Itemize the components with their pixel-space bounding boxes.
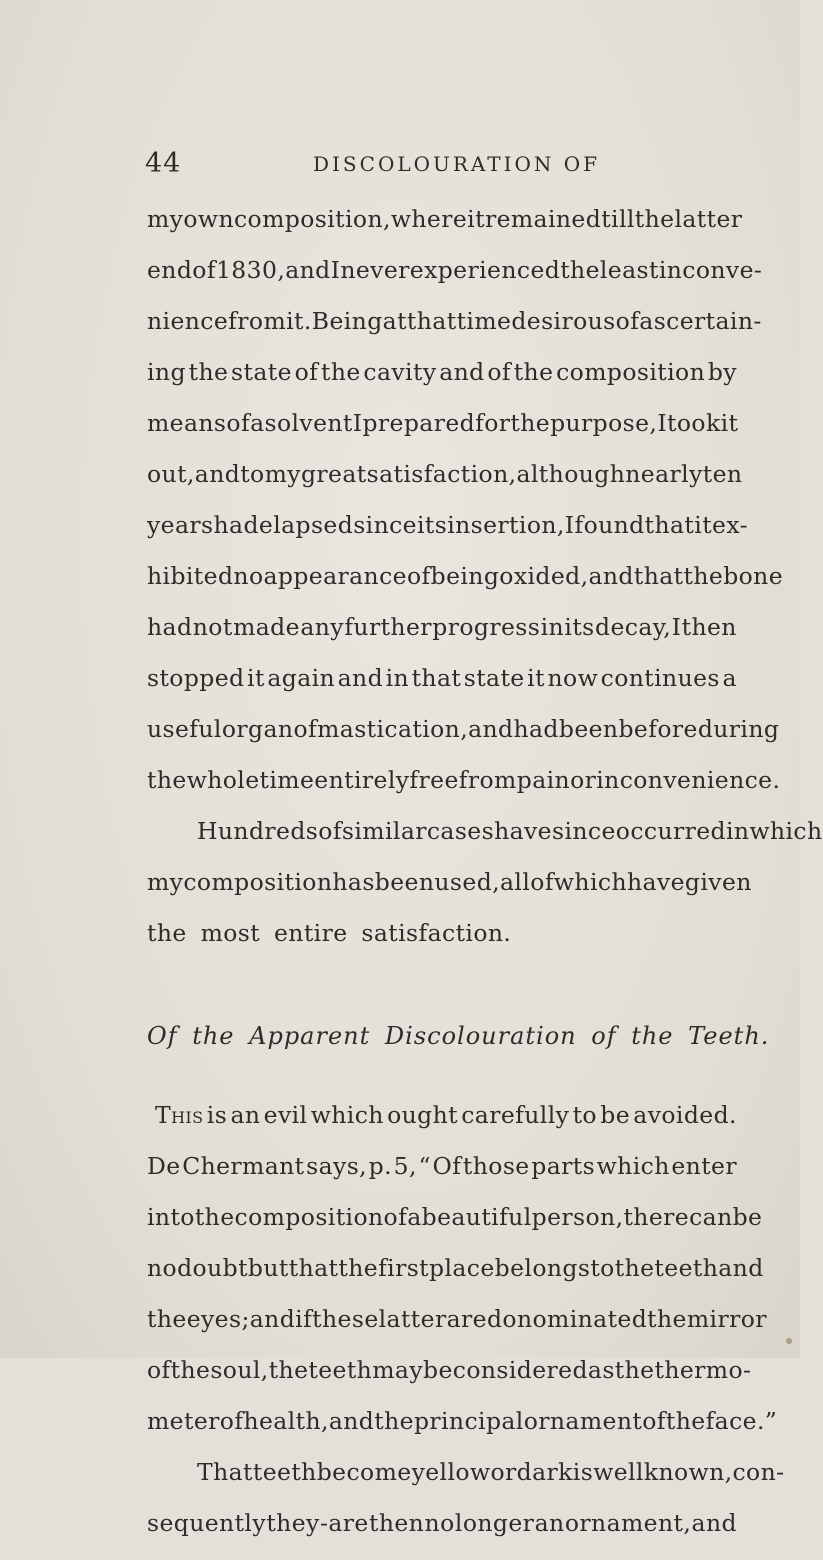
word: no bbox=[233, 562, 264, 590]
word: belongs bbox=[494, 1254, 591, 1282]
word: and bbox=[328, 1407, 375, 1435]
word: parts bbox=[531, 1152, 596, 1180]
text-line bbox=[147, 868, 752, 919]
word: that bbox=[633, 562, 684, 590]
word: no bbox=[147, 1254, 178, 1282]
word: but bbox=[247, 1254, 289, 1282]
text-line bbox=[147, 1101, 737, 1152]
word: are bbox=[446, 1305, 487, 1333]
word: been bbox=[374, 868, 435, 896]
text-line bbox=[147, 1509, 737, 1560]
word: ascertain- bbox=[639, 307, 762, 335]
word: had bbox=[513, 715, 559, 743]
word: mirror bbox=[686, 1305, 767, 1333]
word: to bbox=[572, 1101, 597, 1129]
word: of bbox=[487, 358, 511, 386]
word: dark bbox=[516, 1458, 573, 1486]
word: an bbox=[230, 1101, 261, 1129]
word: hibited bbox=[147, 562, 234, 590]
word: end bbox=[147, 256, 193, 284]
word: a bbox=[250, 409, 265, 437]
word: carefully bbox=[461, 1101, 570, 1129]
word: the bbox=[188, 358, 229, 386]
word: composition bbox=[183, 868, 333, 896]
word: composition bbox=[234, 1203, 384, 1231]
word: from bbox=[458, 766, 517, 794]
word: and bbox=[285, 256, 331, 284]
word: which bbox=[310, 1101, 384, 1129]
word: used, bbox=[434, 868, 501, 896]
word: person, bbox=[531, 1203, 624, 1231]
word: is bbox=[572, 1458, 594, 1486]
text-line bbox=[147, 715, 780, 766]
text-line bbox=[147, 256, 763, 307]
word: thermo- bbox=[654, 1356, 752, 1384]
text-line bbox=[147, 664, 737, 715]
word: for bbox=[475, 409, 511, 437]
text-line bbox=[147, 562, 784, 613]
word: no bbox=[424, 1509, 455, 1537]
word: first bbox=[378, 1254, 430, 1282]
word: of bbox=[294, 358, 319, 386]
word: occurred bbox=[615, 817, 727, 845]
word: con- bbox=[732, 1458, 785, 1486]
word: time bbox=[456, 307, 512, 335]
word: since bbox=[353, 511, 417, 539]
text-line bbox=[147, 613, 737, 664]
word: continues bbox=[600, 664, 720, 692]
drop-word: This bbox=[155, 1101, 204, 1129]
word: state bbox=[231, 358, 292, 386]
word: beautiful bbox=[421, 1203, 532, 1231]
page-number: 44 bbox=[145, 148, 182, 179]
word: it bbox=[467, 205, 485, 233]
word: the bbox=[268, 1356, 309, 1384]
word: the bbox=[147, 1305, 187, 1333]
word: That bbox=[197, 1458, 253, 1486]
word: never bbox=[340, 256, 410, 284]
word: place bbox=[429, 1254, 495, 1282]
word: Being bbox=[311, 307, 383, 335]
word: it bbox=[694, 511, 713, 539]
running-head bbox=[145, 148, 665, 178]
text-line bbox=[147, 358, 737, 409]
word: appearance bbox=[263, 562, 407, 590]
word: in bbox=[385, 664, 410, 692]
word: the bbox=[170, 1356, 211, 1384]
word: soul, bbox=[210, 1356, 269, 1384]
word: from bbox=[228, 307, 287, 335]
text-line bbox=[147, 1356, 752, 1407]
text-line bbox=[147, 511, 748, 562]
word: the bbox=[194, 1203, 235, 1231]
word: the bbox=[147, 919, 187, 947]
word: latter bbox=[378, 1305, 447, 1333]
word: of bbox=[642, 1407, 666, 1435]
word: purpose, bbox=[550, 409, 658, 437]
word: experienced bbox=[409, 256, 561, 284]
word: Chermant bbox=[182, 1152, 305, 1180]
word: and bbox=[194, 460, 241, 488]
word: desirous bbox=[511, 307, 616, 335]
word: of bbox=[383, 1203, 408, 1231]
word: “ bbox=[418, 1152, 431, 1180]
word: -are bbox=[320, 1509, 369, 1537]
word: pain bbox=[516, 766, 571, 794]
word: in bbox=[540, 613, 565, 641]
word: De bbox=[147, 1152, 181, 1180]
word: into bbox=[147, 1203, 195, 1231]
word: of bbox=[226, 409, 251, 437]
text-line bbox=[147, 919, 737, 970]
word: state bbox=[463, 664, 525, 692]
word: or bbox=[490, 1458, 517, 1486]
word: which bbox=[553, 868, 627, 896]
word: sequently bbox=[147, 1509, 267, 1537]
word: entire bbox=[273, 919, 348, 947]
word: that bbox=[644, 511, 695, 539]
running-title: DISCOLOURATION OF bbox=[313, 152, 601, 176]
word: teeth bbox=[308, 1356, 373, 1384]
word: oxided, bbox=[499, 562, 589, 590]
word: the bbox=[634, 205, 675, 233]
word: then bbox=[681, 613, 737, 641]
word: entirely bbox=[314, 766, 410, 794]
word: a bbox=[407, 1203, 422, 1231]
word: ex- bbox=[712, 511, 748, 539]
word: enter bbox=[671, 1152, 737, 1180]
word: of bbox=[318, 817, 342, 845]
word: of bbox=[406, 562, 431, 590]
word: teeth bbox=[252, 1458, 317, 1486]
word: prepared bbox=[362, 409, 476, 437]
word: inconvenience. bbox=[596, 766, 781, 794]
word: have bbox=[494, 817, 552, 845]
text-line bbox=[147, 1254, 764, 1305]
word: the bbox=[560, 256, 600, 284]
word: now bbox=[547, 664, 599, 692]
word: by bbox=[707, 358, 737, 386]
word: Of bbox=[432, 1152, 462, 1180]
word: found bbox=[574, 511, 645, 539]
word: in bbox=[726, 817, 750, 845]
word: useful bbox=[147, 715, 222, 743]
word: time bbox=[259, 766, 315, 794]
word: ornament, bbox=[564, 1509, 692, 1537]
word: health, bbox=[243, 1407, 329, 1435]
text-line bbox=[147, 766, 781, 817]
word: be bbox=[423, 1356, 453, 1384]
word: 5, bbox=[393, 1152, 417, 1180]
word: the bbox=[374, 1407, 414, 1435]
word: own bbox=[183, 205, 234, 233]
body-text bbox=[147, 205, 823, 1560]
word: the bbox=[338, 1254, 379, 1282]
word: and bbox=[468, 715, 514, 743]
word: cases bbox=[426, 817, 495, 845]
word: which bbox=[749, 817, 823, 845]
word: the bbox=[513, 358, 554, 386]
word: similar bbox=[341, 817, 427, 845]
word: I bbox=[330, 256, 341, 284]
word: nearly bbox=[625, 460, 703, 488]
word: again bbox=[267, 664, 336, 692]
word: it. bbox=[286, 307, 312, 335]
text-line bbox=[147, 1203, 763, 1254]
word: be bbox=[732, 1203, 763, 1231]
word: or bbox=[570, 766, 597, 794]
text-line bbox=[147, 1407, 778, 1458]
word: yellow bbox=[411, 1458, 491, 1486]
word: whole bbox=[186, 766, 260, 794]
word: mastication, bbox=[317, 715, 469, 743]
text-line bbox=[147, 307, 762, 358]
word: cavity bbox=[363, 358, 437, 386]
word: principal bbox=[413, 1407, 524, 1435]
word: composition, bbox=[233, 205, 391, 233]
text-line bbox=[147, 460, 743, 511]
word: that bbox=[406, 307, 457, 335]
word: being bbox=[430, 562, 500, 590]
word: least bbox=[599, 256, 659, 284]
word: ornament bbox=[523, 1407, 643, 1435]
word: doubt bbox=[177, 1254, 248, 1282]
word: had bbox=[213, 511, 259, 539]
word: till bbox=[601, 205, 635, 233]
word: satisfaction. bbox=[361, 919, 512, 947]
word: the bbox=[665, 1407, 706, 1435]
word: great bbox=[300, 460, 367, 488]
word: inconve- bbox=[658, 256, 763, 284]
word: Hundreds bbox=[197, 817, 319, 845]
word: of bbox=[615, 307, 640, 335]
word: avoided. bbox=[633, 1101, 737, 1129]
word: I bbox=[657, 409, 667, 437]
word: and bbox=[588, 562, 634, 590]
word: can bbox=[689, 1203, 733, 1231]
word: satisfaction, bbox=[366, 460, 517, 488]
word: during bbox=[697, 715, 780, 743]
word: of bbox=[192, 256, 216, 284]
word: those bbox=[462, 1152, 530, 1180]
word: of bbox=[219, 1407, 244, 1435]
word: p. bbox=[368, 1152, 392, 1180]
word: teeth bbox=[654, 1254, 719, 1282]
word: become bbox=[316, 1458, 412, 1486]
word: it bbox=[247, 664, 265, 692]
word: organ bbox=[221, 715, 294, 743]
word: decay, bbox=[595, 613, 672, 641]
word: may bbox=[372, 1356, 423, 1384]
word: if bbox=[295, 1305, 313, 1333]
word: I bbox=[352, 409, 363, 437]
word: most bbox=[200, 919, 261, 947]
word: is bbox=[206, 1101, 228, 1129]
word: face.” bbox=[705, 1407, 778, 1435]
word: well bbox=[593, 1458, 644, 1486]
text-line bbox=[147, 409, 737, 460]
word: although bbox=[516, 460, 626, 488]
word: my bbox=[147, 205, 184, 233]
text-line bbox=[147, 1305, 767, 1356]
word: the bbox=[614, 1254, 655, 1282]
word: means bbox=[147, 409, 227, 437]
word: I bbox=[564, 511, 575, 539]
word: to bbox=[240, 460, 265, 488]
word: any bbox=[300, 613, 344, 641]
word: ing bbox=[147, 358, 186, 386]
word: the bbox=[510, 409, 551, 437]
word: at bbox=[382, 307, 407, 335]
paper-blemish bbox=[786, 1338, 792, 1344]
word: has bbox=[332, 868, 375, 896]
word: my bbox=[264, 460, 301, 488]
word: composition bbox=[556, 358, 706, 386]
word: years bbox=[147, 511, 214, 539]
word: its bbox=[564, 613, 595, 641]
word: progress bbox=[432, 613, 541, 641]
word: have bbox=[626, 868, 685, 896]
word: took bbox=[667, 409, 721, 437]
word: of bbox=[530, 868, 554, 896]
word: to bbox=[590, 1254, 615, 1282]
word: there bbox=[623, 1203, 690, 1231]
section-heading: Of the Apparent Discolouration of the Teeth. bbox=[147, 1022, 770, 1050]
word: made bbox=[233, 613, 300, 641]
word: and bbox=[691, 1509, 737, 1537]
word: evil bbox=[263, 1101, 308, 1129]
word: of bbox=[293, 715, 318, 743]
word: meter bbox=[147, 1407, 220, 1435]
word: these bbox=[312, 1305, 379, 1333]
word: its bbox=[416, 511, 448, 539]
word: and bbox=[249, 1305, 296, 1333]
word: and bbox=[718, 1254, 764, 1282]
word: says, bbox=[306, 1152, 368, 1180]
word: the bbox=[647, 1305, 687, 1333]
word: eyes; bbox=[186, 1305, 250, 1333]
word: and bbox=[337, 664, 384, 692]
word: remained bbox=[484, 205, 602, 233]
word: and bbox=[439, 358, 485, 386]
word: the bbox=[147, 766, 187, 794]
word: that bbox=[411, 664, 462, 692]
word: been bbox=[558, 715, 619, 743]
word: be bbox=[600, 1101, 631, 1129]
word: the bbox=[614, 1356, 655, 1384]
word: given bbox=[684, 868, 752, 896]
word: longer bbox=[454, 1509, 535, 1537]
text-line bbox=[147, 205, 743, 256]
word: that bbox=[288, 1254, 339, 1282]
word: the bbox=[321, 358, 361, 386]
word: I bbox=[671, 613, 682, 641]
word: an bbox=[534, 1509, 565, 1537]
word: further bbox=[344, 613, 432, 641]
word: it bbox=[527, 664, 545, 692]
word: where bbox=[390, 205, 468, 233]
word: then bbox=[369, 1509, 425, 1537]
word: it bbox=[720, 409, 739, 437]
word: ten bbox=[702, 460, 743, 488]
word: stopped bbox=[147, 664, 245, 692]
word: known, bbox=[643, 1458, 733, 1486]
text-line bbox=[147, 1458, 785, 1509]
word: which bbox=[596, 1152, 670, 1180]
word: the bbox=[683, 562, 724, 590]
word: a bbox=[722, 664, 737, 692]
word: bone bbox=[723, 562, 784, 590]
text-line bbox=[147, 817, 823, 868]
word: insertion, bbox=[447, 511, 565, 539]
word: since bbox=[552, 817, 616, 845]
word: 1830, bbox=[215, 256, 286, 284]
word: not bbox=[192, 613, 233, 641]
word: before bbox=[618, 715, 698, 743]
word: my bbox=[147, 868, 184, 896]
word: considered bbox=[452, 1356, 588, 1384]
word: nience bbox=[147, 307, 229, 335]
word: as bbox=[587, 1356, 615, 1384]
word: out, bbox=[147, 460, 195, 488]
word: free bbox=[409, 766, 459, 794]
word: ought bbox=[387, 1101, 458, 1129]
word: they bbox=[266, 1509, 320, 1537]
word: latter bbox=[674, 205, 743, 233]
word: solvent bbox=[264, 409, 353, 437]
text-line bbox=[147, 1152, 737, 1203]
word: donominated bbox=[486, 1305, 648, 1333]
word: had bbox=[147, 613, 193, 641]
word: all bbox=[500, 868, 531, 896]
word: of bbox=[147, 1356, 171, 1384]
word: elapsed bbox=[258, 511, 354, 539]
